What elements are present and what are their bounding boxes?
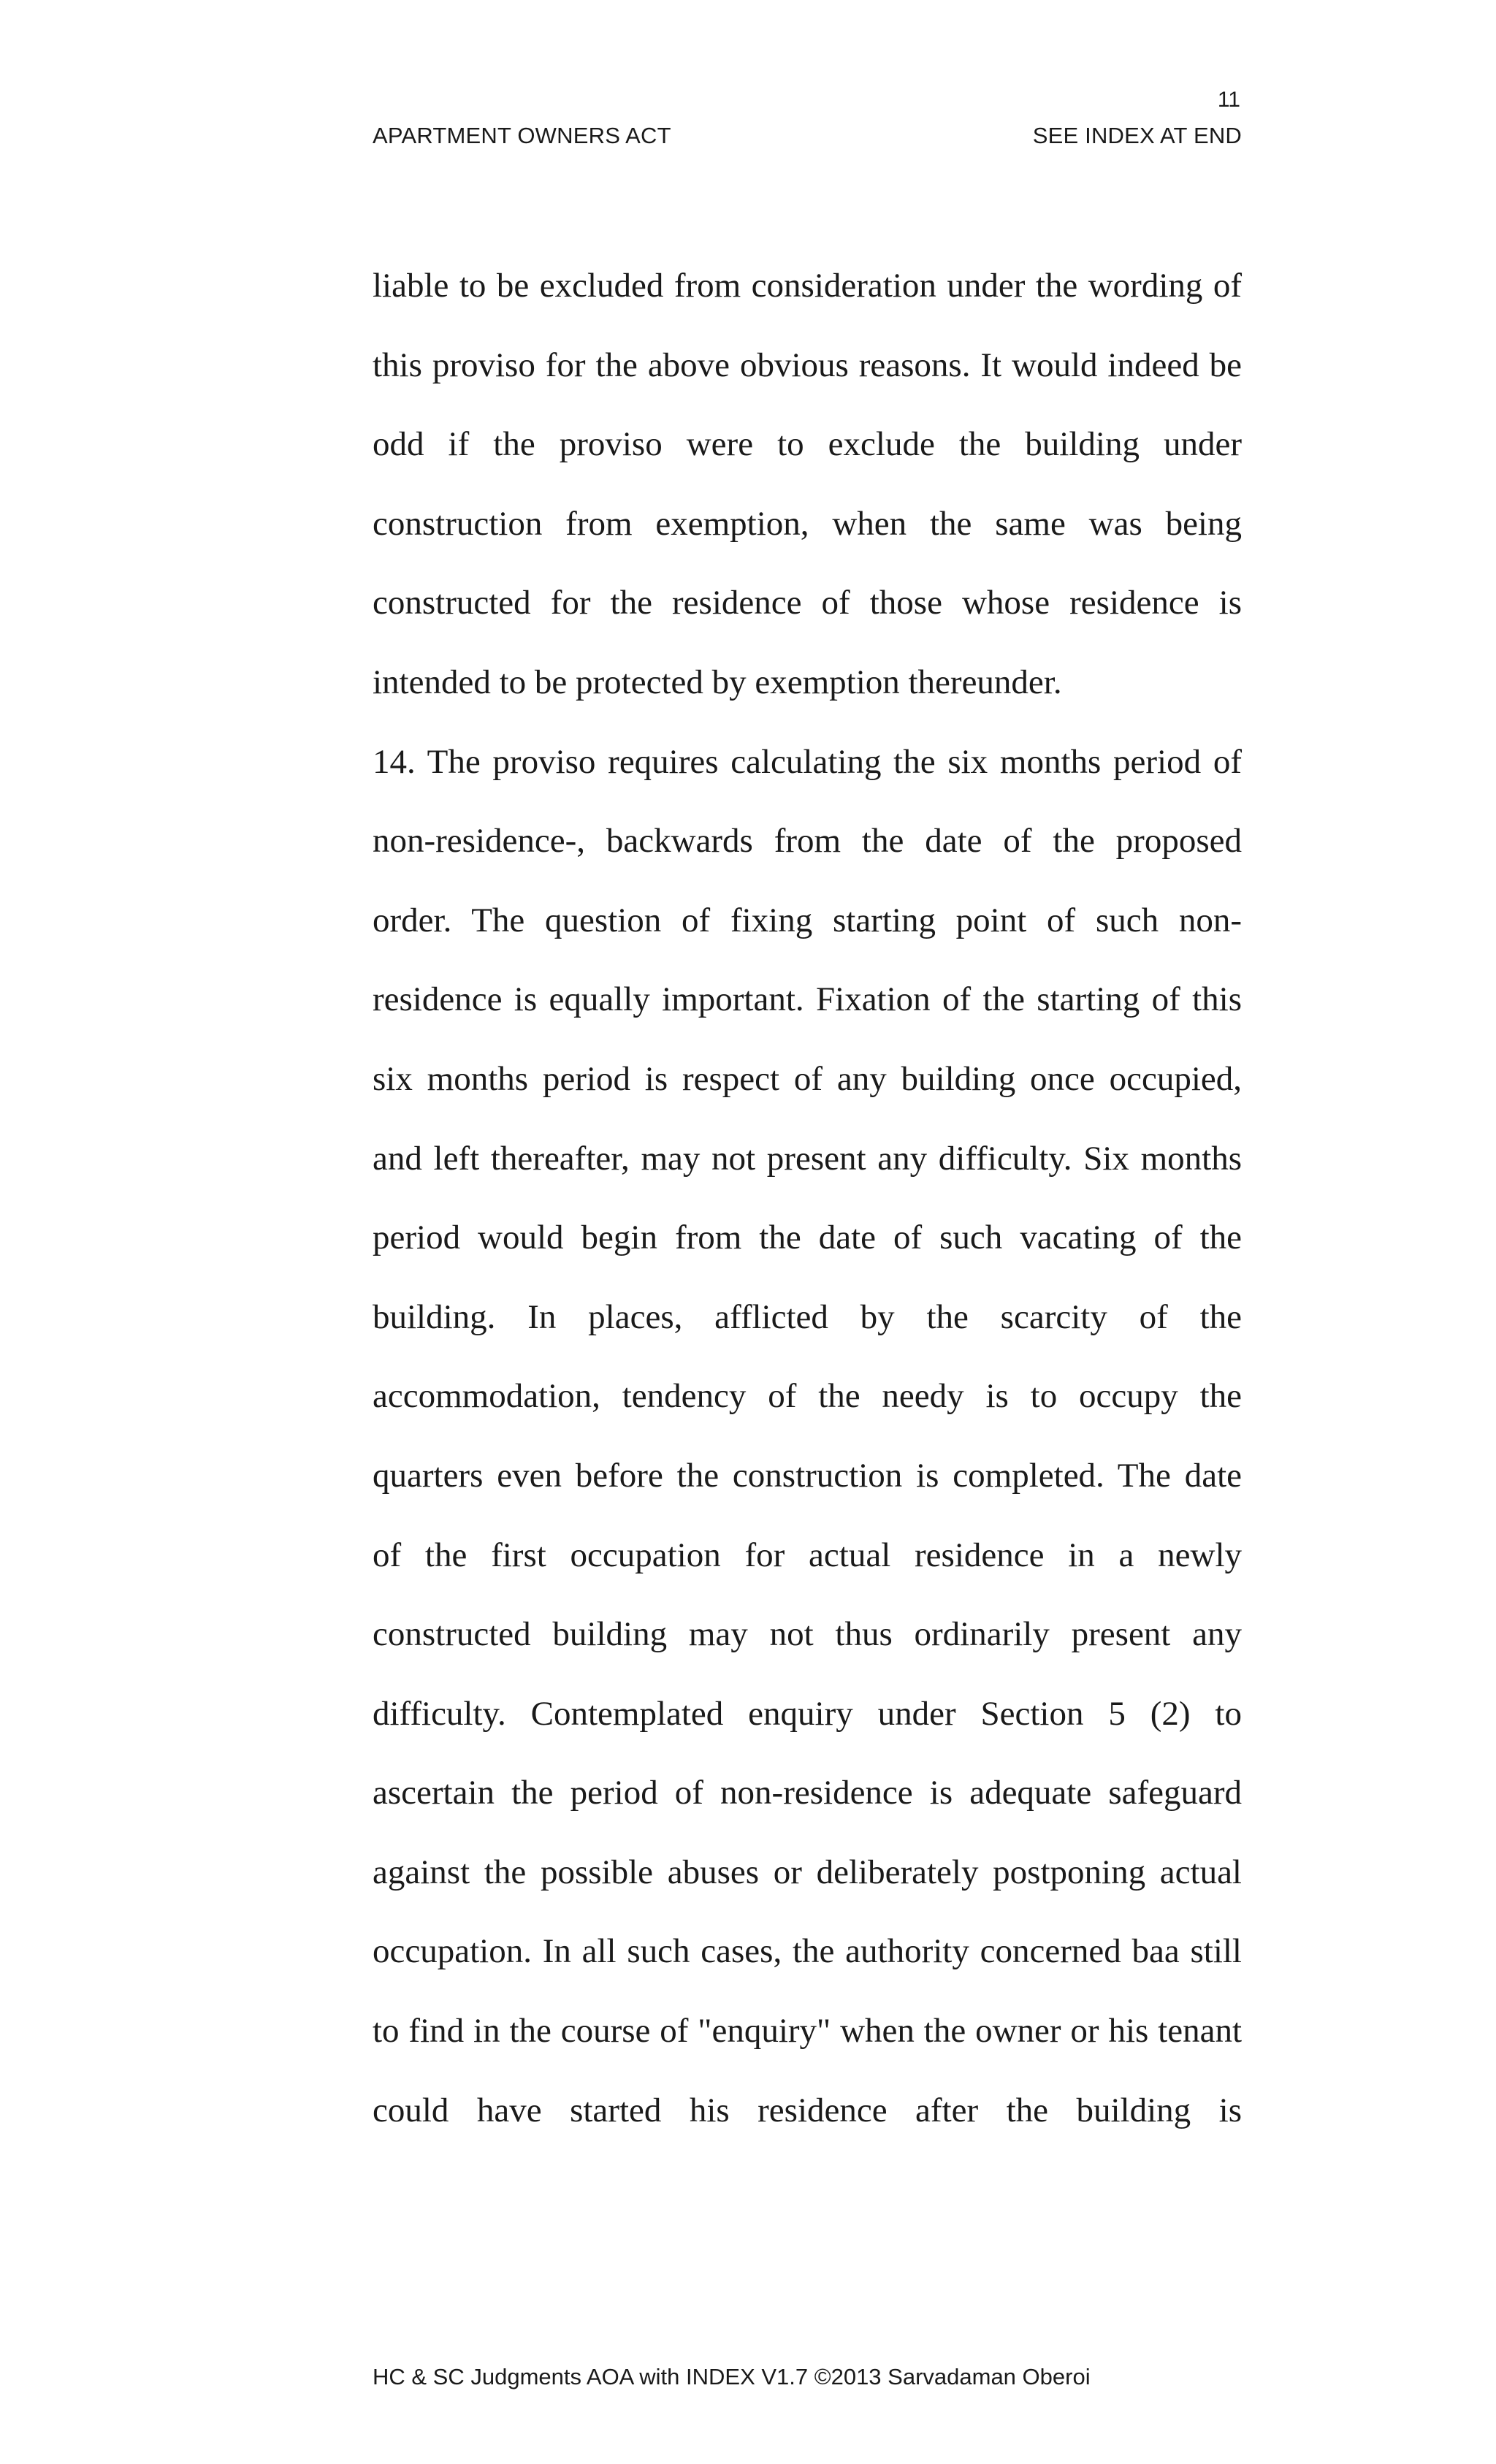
page-footer: HC & SC Judgments AOA with INDEX V1.7 ©2013 Sarvadaman Oberoi [373,2364,1091,2389]
text-line: intended to be protected by exemption thereunder. [373,663,1062,701]
text-line: constructed for the residence of those whose residence is [373,584,1242,622]
text-line: six months period is respect of any building once occupied, [373,1059,1242,1098]
header-index-note: SEE INDEX AT END [1032,123,1242,148]
body-text [373,262,1242,2165]
text-line: against the possible abuses or deliberately postponing actual [373,1853,1242,1891]
text-line: 14. The proviso requires calculating the six months period of [373,742,1242,781]
text-line: this proviso for the above obvious reasons. It would indeed be [373,346,1242,384]
running-header [373,124,1242,147]
text-line: and left thereafter, may not present any difficulty. Six months [373,1139,1242,1178]
text-line: period would begin from the date of such vacating of the [373,1218,1242,1257]
text-line: construction from exemption, when the same was being [373,504,1242,543]
header-title: APARTMENT OWNERS ACT [373,123,671,148]
text-line: of the first occupation for actual residence in a newly [373,1536,1242,1574]
text-line: building. In places, afflicted by the scarcity of the [373,1297,1242,1336]
text-line: residence is equally important. Fixation of the starting of this [373,980,1242,1019]
text-line: liable to be excluded from consideration under the wording of [373,267,1242,305]
text-line: ascertain the period of non-residence is adequate safeguard [373,1774,1242,1812]
text-line: non-residence-, backwards from the date of the proposed [373,822,1242,861]
page-number: 11 [1217,88,1240,112]
text-line: accommodation, tendency of the needy is to occupy the [373,1377,1242,1416]
text-line: order. The question of fixing starting point of such non- [373,901,1242,939]
text-line: odd if the proviso were to exclude the building under [373,425,1242,464]
text-line: to find in the course of "enquiry" when the owner or his tenant [373,2012,1242,2051]
text-line: occupation. In all such cases, the authority concerned baa still [373,1932,1242,1971]
text-line: quarters even before the construction is completed. The date [373,1456,1242,1495]
text-line: could have started his residence after the building is [373,2091,1242,2129]
text-line: constructed building may not thus ordinarily present any [373,1615,1242,1654]
text-line: difficulty. Contemplated enquiry under Section 5 (2) to [373,1694,1242,1733]
